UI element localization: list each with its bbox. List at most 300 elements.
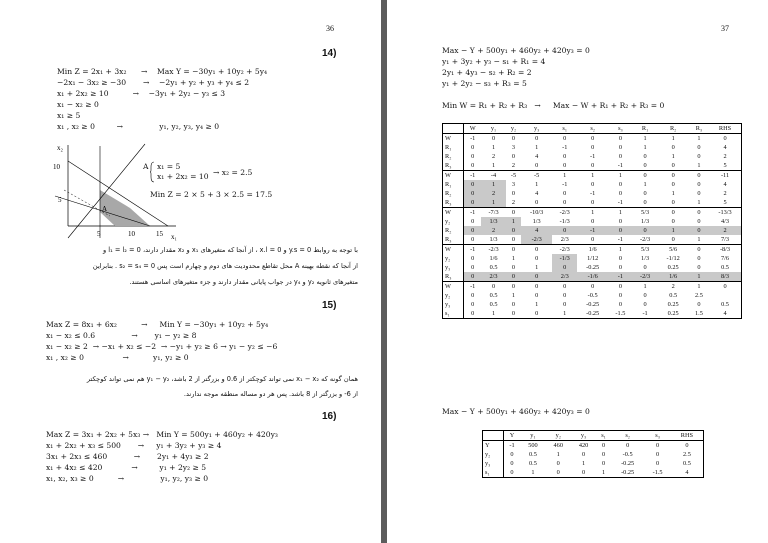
table-cell: -5 (506, 171, 521, 181)
table-cell: -2/3 (640, 236, 651, 243)
table-cell: 0.5 (529, 451, 537, 458)
brace-icon (150, 161, 155, 183)
table-cell: 0 (618, 135, 622, 142)
table-cell: 0 (510, 460, 514, 467)
feasible-region (100, 190, 150, 226)
table-cell: 0 (471, 236, 475, 243)
table-cell: 4 (535, 190, 539, 197)
table-cell: 0 (618, 218, 622, 225)
table-cell: Y (503, 431, 520, 441)
table-cell: 0.5 (489, 264, 498, 271)
y-axis-label: x₂ (57, 144, 63, 152)
table-cell: 0 (511, 153, 516, 160)
table-cell: 5/6 (658, 245, 689, 255)
table-cell: 1 (535, 264, 539, 271)
table-cell: 4/3 (721, 218, 730, 225)
row-label: R₂ (443, 152, 464, 161)
table-cell: 0 (535, 199, 539, 206)
paragraph-line: متغیرهای ثانویه y₂ و y₄ در جواب پایانی مقدار دارند و جزء متغیرهای اساسی هستند. (129, 278, 358, 286)
table-cell: 0 (535, 310, 539, 317)
table-cell: 0 (471, 310, 475, 317)
table-cell: 1 (697, 236, 701, 243)
table-cell: 0 (511, 301, 516, 308)
row-label: W (443, 282, 464, 292)
equation-line: x₁ ≥ 5 (57, 111, 81, 120)
table-cell: y₂ (546, 431, 571, 441)
table-cell: 0 (643, 190, 647, 197)
table-cell: 0.5 (682, 460, 691, 467)
table-cell: 0 (658, 208, 689, 218)
table-cell: 0 (618, 301, 622, 308)
point-a-label: A (102, 205, 108, 213)
row-label: R₁ (443, 180, 464, 189)
table-cell: y₁ (481, 124, 506, 134)
table-cell: 0 (471, 144, 475, 151)
table-cell: 1 (491, 162, 496, 169)
equation-line: Max Z = 8x₁ + 6x₂ → Min Y = −30y₁ + 10y₂ + 5y₄ (46, 320, 269, 329)
table-cell: 1 (697, 162, 701, 169)
table-cell: -0.25 (586, 310, 600, 317)
table-cell: 0 (697, 218, 701, 225)
row-label: y₃ (483, 459, 504, 468)
table-cell: 1 (697, 199, 701, 206)
table-cell: 2.5 (682, 451, 691, 458)
table-cell: 4 (685, 469, 689, 476)
table-cell: 0 (563, 190, 567, 197)
table-cell: 1/12 (587, 255, 599, 262)
table-cell: 0 (601, 460, 606, 467)
table-cell: 0 (643, 153, 647, 160)
table-cell: 0 (563, 162, 567, 169)
table-cell: 0 (643, 162, 647, 169)
table-cell: 1 (511, 255, 516, 262)
table-cell: 1 (697, 135, 701, 142)
table-row (443, 254, 742, 263)
table-cell: 3 (511, 181, 516, 188)
table-cell: 0 (689, 208, 709, 218)
table-cell: 0 (685, 442, 689, 449)
row-label (443, 124, 464, 134)
equation-line: x₁ , x₂ ≥ 0 → y₁, y₂, y₃, y₄ ≥ 0 (57, 122, 220, 131)
y-tick: 5 (58, 196, 62, 204)
equation-line: x₁ − x₂ ≤ 0.6 → y₁ − y₂ ≥ 8 (46, 331, 197, 340)
row-label: Y (483, 441, 504, 451)
table-cell: 0 (656, 451, 660, 458)
x-axis-label: x₁ (171, 233, 177, 241)
table-cell: -1/6 (577, 272, 608, 282)
table-cell: 5/3 (633, 245, 658, 255)
table-cell: 0 (591, 162, 595, 169)
row-label (483, 431, 504, 441)
row-label: W (443, 208, 464, 218)
table-cell: 2.5 (695, 292, 703, 299)
table-row (443, 152, 742, 161)
row-label: R₃ (443, 161, 464, 171)
table-cell: -1 (470, 135, 476, 142)
table-cell: 0 (556, 460, 560, 467)
table-cell: -7/3 (481, 208, 506, 218)
table-cell: s₂ (577, 124, 608, 134)
table-cell: 0 (697, 144, 701, 151)
table-cell: 0 (689, 226, 709, 235)
x-tick: 10 (128, 230, 135, 238)
table-cell: RHS (709, 124, 741, 134)
table-cell: 1 (608, 171, 633, 181)
table-cell: -1 (590, 190, 596, 197)
table-cell: 0 (601, 451, 606, 458)
table-cell: -1 (642, 310, 648, 317)
table-cell: -0.25 (586, 301, 600, 308)
equation-line: x₁ , x₂ ≥ 0 → y₁, y₂ ≥ 0 (46, 353, 189, 362)
table-cell: 0 (633, 226, 658, 235)
table-cell: -2/3 (552, 208, 577, 218)
table-cell: 0 (697, 153, 701, 160)
table-row (443, 272, 742, 282)
table-cell: 0 (591, 236, 595, 243)
table-cell: s₃ (608, 124, 633, 134)
equation-line: x₁, x₂, x₃ ≥ 0 → y₁, y₂, y₃ ≥ 0 (46, 474, 209, 483)
table-cell: 0 (601, 442, 606, 449)
row-label: y₂ (443, 291, 464, 300)
paragraph-line: همان گونه که x₁ − x₂ نمی تواند کوچکتر از 0.6 و بزرگتر از 2 باشد، y₁ − y₂ هم نمی تواند کوچکتر (86, 375, 358, 383)
table-cell: 1 (556, 451, 560, 458)
table-cell: 0 (521, 245, 552, 255)
table-cell: 0 (563, 301, 567, 308)
table-cell: 0 (643, 264, 647, 271)
table-cell: 1 (535, 181, 539, 188)
problem-16-title: (16 (322, 411, 337, 422)
table-cell: 1/3 (641, 218, 650, 225)
table-cell: 1/6 (658, 272, 689, 282)
table-cell: -1.5 (615, 310, 626, 317)
objective-value: Min Z = 2 × 5 + 3 × 2.5 = 17.5 (150, 190, 273, 199)
table-row (443, 226, 742, 235)
row-label: y₂ (443, 217, 464, 226)
row-label: s₁ (483, 468, 504, 478)
table-cell: 1 (531, 469, 535, 476)
table-cell: 1 (491, 144, 496, 151)
table-cell: 1/3 (481, 217, 506, 226)
table-row (443, 263, 742, 272)
table-cell: 0 (471, 264, 475, 271)
table-cell: 0 (618, 144, 622, 151)
table-cell: 4 (521, 226, 552, 235)
system-eq1: x₁ = 5 (157, 162, 181, 171)
table-cell: 500 (528, 442, 538, 449)
table-cell: 1/3 (641, 255, 650, 262)
table-cell: 0 (464, 198, 481, 208)
table-cell: 0 (618, 255, 622, 262)
table-row (443, 124, 742, 134)
table-row (443, 161, 742, 171)
table-cell: 3 (511, 144, 516, 151)
equation-line: y₁ + 2y₂ − s₃ + R₃ = 5 (442, 79, 527, 88)
table-cell: 1 (643, 181, 647, 188)
table-cell: 2 (723, 190, 727, 197)
table-cell: 0 (671, 144, 675, 151)
table-cell: 0 (591, 218, 595, 225)
table-cell: 0.5 (489, 301, 498, 308)
table-cell: s₃ (644, 431, 670, 441)
table-cell: s₁ (552, 124, 577, 134)
table-row (483, 450, 704, 459)
row-label: W (443, 171, 464, 181)
table-cell: -2/3 (521, 235, 552, 245)
table-row (483, 468, 704, 478)
page-number: 37 (721, 24, 729, 33)
table-cell: 0 (471, 301, 475, 308)
table-cell: 0 (506, 272, 521, 282)
table-cell: 0.5 (489, 292, 498, 299)
equation-line: Max Z = 3x₁ + 2x₂ + 5x₃ → Min Y = 500y₁ + 460y₂ + 420y₃ (46, 430, 278, 439)
table-cell: -1/12 (666, 255, 680, 262)
table-cell: -0.5 (622, 451, 633, 458)
table-cell: 0 (464, 189, 481, 198)
table-row (443, 291, 742, 300)
system-result: → x₂ = 2.5 (213, 168, 253, 177)
table-cell: R₂ (658, 124, 689, 134)
table-cell: 0 (656, 460, 660, 467)
table-cell: y₃ (521, 124, 552, 134)
table-cell: 0 (511, 190, 516, 197)
table-cell: -0.25 (621, 469, 635, 476)
table-row (443, 245, 742, 255)
min-w-equation: Min W = R₁ + R₂ + R₃ → Max − W + R₁ + R₂ + R₃ = 0 (442, 101, 665, 110)
table-cell: 0 (697, 264, 701, 271)
final-simplex-table (482, 430, 704, 478)
table-cell: 0 (697, 181, 701, 188)
table-cell: 0 (563, 292, 567, 299)
table-cell: 1.5 (695, 310, 703, 317)
table-cell: 0 (591, 144, 595, 151)
table-cell: 1/6 (489, 255, 498, 262)
table-cell: -1 (617, 162, 624, 169)
table-cell: s₁ (596, 431, 611, 441)
paragraph-line: با توجه به روابط 0 = y.s و 0 = x.l ، از آنجا که متغیرهای x₁ و x₂ مقدار دارند، l₁ = l₂ = 0 و (102, 246, 358, 254)
table-cell: 0 (563, 199, 567, 206)
table-cell: 0.25 (667, 310, 679, 317)
table-cell: R₃ (689, 124, 709, 134)
table-cell: 0 (618, 190, 622, 197)
table-cell: -1 (562, 181, 568, 188)
table-cell: 0 (563, 153, 567, 160)
table-cell: 0 (581, 451, 586, 458)
table-cell: 0 (506, 226, 521, 235)
table-cell: -1 (577, 226, 608, 235)
table-cell: 0.5 (529, 460, 537, 467)
system-eq2: x₁ + 2x₂ = 10 (157, 172, 209, 181)
table-cell: 1 (608, 245, 633, 255)
table-cell: -1 (464, 282, 481, 292)
table-cell: 0.5 (721, 264, 729, 271)
table-cell: -1 (608, 272, 633, 282)
table-cell: 2/3 (481, 272, 506, 282)
table-cell: 0 (626, 442, 630, 449)
table-cell: 0 (471, 292, 475, 299)
table-cell: 2 (723, 153, 727, 160)
equation-line: y₁ + 3y₂ + y₃ − s₁ + R₁ = 4 (442, 57, 546, 66)
table-cell: -5 (521, 171, 552, 181)
table-cell: 0 (506, 208, 521, 218)
equation-line: −2x₁ − 3x₂ ≥ −30 → −2y₁ + y₂ + y₃ + y₄ ≤ 2 (57, 78, 250, 87)
table-cell: -1 (464, 245, 481, 255)
table-cell: 0 (471, 153, 475, 160)
table-cell: 4 (535, 153, 539, 160)
table-cell: -1 (590, 153, 596, 160)
table-cell: 0 (511, 236, 516, 243)
equation-line: x₁ + 4x₂ ≤ 420 → y₁ + 2y₂ ≥ 5 (46, 463, 207, 472)
row-label: R₁ (443, 143, 464, 152)
table-cell: 1 (511, 292, 516, 299)
table-cell: 0 (656, 442, 660, 449)
table-cell: 0 (608, 226, 633, 235)
problem-14-title: (14 (322, 48, 337, 59)
table-row (443, 282, 742, 292)
table-cell: 0 (510, 451, 514, 458)
table-cell: 0 (671, 181, 675, 188)
table-cell: 0 (464, 272, 481, 282)
equation-line: x₁ + 2x₂ ≥ 10 → −3y₁ + 2y₂ − y₃ ≤ 3 (57, 89, 226, 98)
table-cell: 1 (577, 208, 608, 218)
table-row (443, 208, 742, 218)
right-page (387, 0, 768, 543)
table-cell: 2 (491, 153, 496, 160)
table-cell: 0 (658, 171, 689, 181)
table-cell: 1 (601, 469, 606, 476)
table-cell: 0 (643, 301, 647, 308)
table-row (443, 171, 742, 181)
table-cell: y₃ (571, 431, 596, 441)
table-cell: 0 (563, 135, 567, 142)
table-row (443, 217, 742, 226)
row-label: s₁ (443, 309, 464, 319)
table-cell: 0 (521, 282, 552, 292)
table-cell: -1 (509, 442, 515, 449)
table-cell: 0 (464, 180, 481, 189)
table-cell: 1 (506, 217, 521, 226)
row-label: W (443, 134, 464, 144)
table-cell: 0 (552, 263, 577, 272)
table-row (483, 441, 704, 451)
table-cell: 2 (658, 282, 689, 292)
paragraph-line: از آنجا که نقطه بهینه A محل تقاطع محدودیت های دوم و چهارم است پس 0 = s₂ = s₄ . بنابراین (92, 262, 358, 270)
equation-line: 3x₁ + 2x₃ ≤ 460 → 2y₁ + 4y₃ ≥ 2 (46, 452, 209, 461)
table-cell: 2 (511, 162, 516, 169)
table-cell: 0 (671, 236, 675, 243)
table-cell: -1 (464, 171, 481, 181)
table-cell: 0 (618, 153, 622, 160)
table-cell: 1 (535, 144, 539, 151)
table-cell: -1 (464, 208, 481, 218)
table-cell: y₁ (520, 431, 545, 441)
table-cell: 0 (591, 181, 595, 188)
table-cell: 0.25 (667, 264, 679, 271)
table-cell: 0 (591, 135, 595, 142)
table-cell: W (464, 124, 481, 134)
table-cell: 0 (481, 282, 506, 292)
table-cell: 0.5 (669, 292, 678, 299)
table-cell: 460 (553, 442, 563, 449)
row-label: R₂ (443, 226, 464, 235)
table-cell: 2 (481, 189, 506, 198)
table-cell: 0 (618, 292, 622, 299)
table-cell: 1 (671, 190, 675, 197)
table-cell: -0.5 (587, 292, 598, 299)
table-cell: 5/3 (633, 208, 658, 218)
table-cell: -2/3 (633, 272, 658, 282)
table-cell: 1 (481, 198, 506, 208)
table-cell: 0 (608, 282, 633, 292)
table-row (483, 459, 704, 468)
table-cell: 0 (521, 272, 552, 282)
row-label: R₂ (443, 189, 464, 198)
table-cell: 1 (491, 310, 496, 317)
table-cell: -1/3 (552, 254, 577, 263)
row-label: W (443, 245, 464, 255)
table-cell: 1 (671, 153, 675, 160)
table-cell: -0.25 (621, 460, 635, 467)
table-row (483, 431, 704, 441)
row-label: y₃ (443, 263, 464, 272)
table-row (443, 143, 742, 152)
table-cell: 0 (535, 135, 539, 142)
table-cell: 5 (723, 199, 727, 206)
table-cell: -11 (709, 171, 741, 181)
table-cell: 1 (563, 310, 567, 317)
table-cell: 0 (618, 181, 622, 188)
left-page (0, 0, 381, 543)
table-cell: 0 (471, 255, 475, 262)
table-cell: s₂ (611, 431, 644, 441)
table-row (443, 180, 742, 189)
table-cell: 1 (581, 460, 586, 467)
table-cell: 0 (697, 301, 701, 308)
row-label: R₃ (443, 235, 464, 245)
table-cell: 0 (689, 171, 709, 181)
table-cell: 1 (552, 171, 577, 181)
table-cell: 0 (511, 310, 516, 317)
table-cell: -2/3 (552, 245, 577, 255)
row-label: y₂ (443, 254, 464, 263)
table-cell: 0 (552, 282, 577, 292)
table-cell: -1/3 (559, 218, 570, 225)
table-cell: 0 (709, 282, 741, 292)
table-cell: 1 (689, 282, 709, 292)
table-cell: 0 (723, 135, 727, 142)
table-cell: 0 (556, 469, 560, 476)
table-row (443, 198, 742, 208)
table-cell: 0 (511, 264, 516, 271)
table-row (443, 300, 742, 309)
final-objective-equation: Max − Y + 500y₁ + 460y₂ + 420y₃ = 0 (442, 407, 590, 416)
table-cell: 1 (658, 226, 689, 235)
table-cell: 4 (723, 181, 727, 188)
row-label: y₂ (483, 450, 504, 459)
table-cell: 0 (510, 469, 514, 476)
table-cell: 0 (577, 282, 608, 292)
table-cell: 5 (723, 162, 727, 169)
table-cell: -1 (562, 144, 568, 151)
table-cell: 1/3 (532, 218, 541, 225)
table-cell: 2 (709, 226, 741, 235)
table-cell: y₂ (506, 124, 521, 134)
table-cell: -8/3 (709, 245, 741, 255)
problem-15-title: (15 (322, 300, 337, 311)
table-cell: 0 (535, 162, 539, 169)
table-cell: -1.5 (652, 469, 663, 476)
table-cell: 420 (578, 442, 589, 449)
table-cell: 0 (535, 255, 539, 262)
